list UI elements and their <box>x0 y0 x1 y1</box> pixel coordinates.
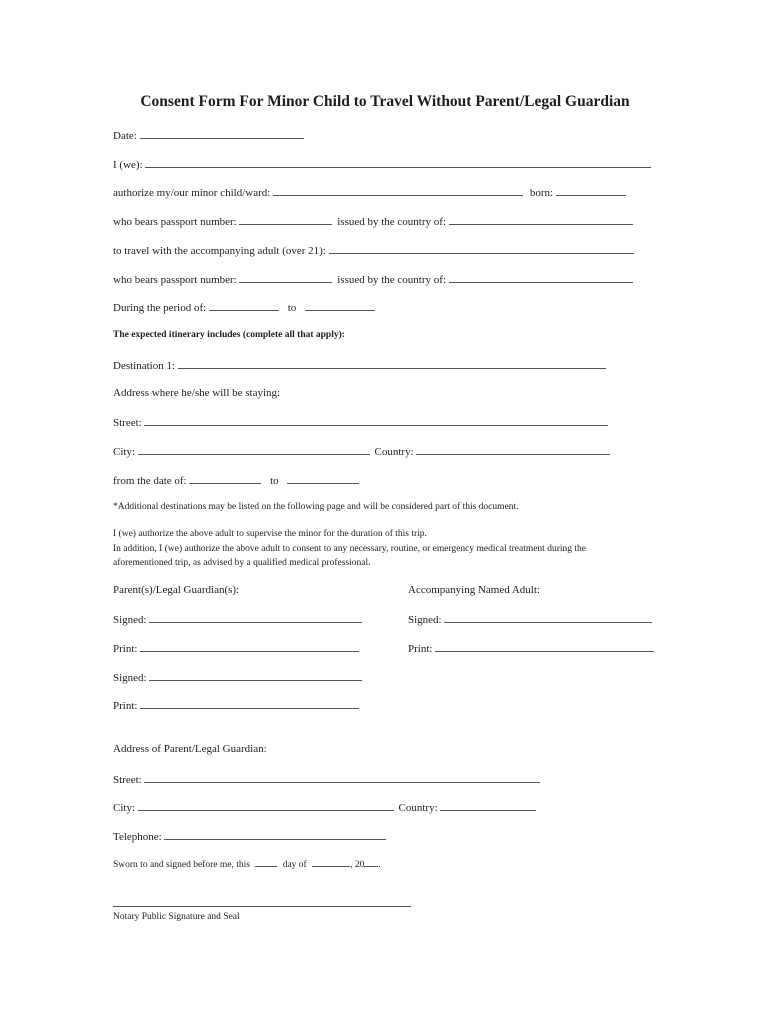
period-end-field[interactable] <box>305 300 375 311</box>
child-row <box>113 185 626 200</box>
parent-city-label: City: <box>113 802 136 814</box>
i-we-field[interactable] <box>145 157 651 168</box>
travel-adult-label: to travel with the accompanying adult (over 21): <box>113 245 326 257</box>
adult-country-field[interactable] <box>449 272 633 283</box>
telephone-field[interactable] <box>164 829 386 840</box>
authorize-child-label: authorize my/our minor child/ward: <box>113 187 271 199</box>
telephone-row <box>113 829 386 844</box>
parent-print-field[interactable] <box>140 641 359 652</box>
passport-label-2: who bears passport number: <box>113 274 237 286</box>
date-field[interactable] <box>140 128 304 139</box>
adult-passport-row <box>113 272 633 287</box>
notary-label: Notary Public Signature and Seal <box>113 912 240 922</box>
authorize-medical-text-cont: aforementioned trip, as advised by a qualified medical professional. <box>113 558 371 568</box>
authorize-medical-text: In addition, I (we) authorize the above adult to consent to any necessary, routine, or emergency medical treatment during the <box>113 544 586 554</box>
adult-signed-label: Signed: <box>408 614 442 626</box>
street-label: Street: <box>113 417 142 429</box>
adult-row <box>113 243 634 258</box>
destination-row <box>113 358 606 373</box>
from-date-field[interactable] <box>189 473 261 484</box>
from-to-label: to <box>270 475 279 487</box>
adult-print-label: Print: <box>408 643 433 655</box>
sworn-day-field[interactable] <box>255 857 277 867</box>
destination-field[interactable] <box>178 358 606 369</box>
parent-signed-row <box>113 612 362 627</box>
born-field[interactable] <box>556 185 626 196</box>
i-we-label: I (we): <box>113 159 143 171</box>
parent-country-field[interactable] <box>440 800 536 811</box>
to-date-field[interactable] <box>287 473 359 484</box>
authorize-supervise-text: I (we) authorize the above adult to supervise the minor for the duration of this trip. <box>113 529 427 539</box>
adult-signed-row <box>408 612 652 627</box>
parent2-signature-field[interactable] <box>149 670 362 681</box>
sworn-text-4: . <box>378 860 381 870</box>
parent-signed-label: Signed: <box>113 614 147 626</box>
from-date-row <box>113 473 359 488</box>
street-row <box>113 415 608 430</box>
i-we-row <box>113 157 651 172</box>
child-passport-field[interactable] <box>239 214 332 225</box>
address-staying-label: Address where he/she will be staying: <box>113 387 281 399</box>
parent-street-label: Street: <box>113 774 142 786</box>
parent-signature-field[interactable] <box>149 612 362 623</box>
issued-label-2: issued by the country of: <box>337 274 446 286</box>
city-field[interactable] <box>138 444 370 455</box>
child-name-field[interactable] <box>273 185 523 196</box>
adult-print-row <box>408 641 654 656</box>
from-date-label: from the date of: <box>113 475 187 487</box>
adult-name-field[interactable] <box>329 243 634 254</box>
parent-country-label: Country: <box>398 802 438 814</box>
adult-print-field[interactable] <box>435 641 654 652</box>
notary-signature-line[interactable] <box>113 906 411 907</box>
child-passport-row <box>113 214 633 229</box>
child-country-field[interactable] <box>449 214 633 225</box>
date-label: Date: <box>113 130 137 142</box>
sworn-text-1: Sworn to and signed before me, this <box>113 860 250 870</box>
telephone-label: Telephone: <box>113 831 162 843</box>
additional-destinations-note: *Additional destinations may be listed on the following page and will be considered part of this document. <box>113 502 519 512</box>
parent-print-row <box>113 641 359 656</box>
sworn-row <box>113 857 381 872</box>
parent2-signed-label: Signed: <box>113 672 147 684</box>
itinerary-heading: The expected itinerary includes (complete all that apply): <box>113 330 345 340</box>
sworn-year-field[interactable] <box>364 857 378 867</box>
issued-label: issued by the country of: <box>337 216 446 228</box>
period-label: During the period of: <box>113 302 207 314</box>
destination-label: Destination 1: <box>113 360 176 372</box>
sworn-text-2: day of <box>282 860 307 870</box>
sworn-month-field[interactable] <box>312 857 350 867</box>
form-title: Consent Form For Minor Child to Travel Without Parent/Legal Guardian <box>140 93 630 110</box>
city-row <box>113 444 610 459</box>
parent-print-label: Print: <box>113 643 138 655</box>
country-field[interactable] <box>416 444 610 455</box>
parent2-print-label: Print: <box>113 700 138 712</box>
period-start-field[interactable] <box>209 300 279 311</box>
adult-heading: Accompanying Named Adult: <box>408 584 540 596</box>
parent-city-row <box>113 800 536 815</box>
date-row <box>113 128 304 143</box>
adult-passport-field[interactable] <box>239 272 332 283</box>
parent2-signed-row <box>113 670 362 685</box>
parents-heading: Parent(s)/Legal Guardian(s): <box>113 584 240 596</box>
country-label: Country: <box>374 446 414 458</box>
adult-signature-field[interactable] <box>444 612 652 623</box>
city-label: City: <box>113 446 136 458</box>
sworn-text-3: , 20 <box>350 860 365 870</box>
parent2-print-field[interactable] <box>140 698 359 709</box>
period-to-label: to <box>287 302 297 314</box>
parent-city-field[interactable] <box>138 800 394 811</box>
passport-label: who bears passport number: <box>113 216 237 228</box>
parent-street-field[interactable] <box>144 772 540 783</box>
parent2-print-row <box>113 698 359 713</box>
parent-street-row <box>113 772 540 787</box>
street-field[interactable] <box>144 415 608 426</box>
born-label: born: <box>529 187 554 199</box>
parent-address-heading: Address of Parent/Legal Guardian: <box>113 743 267 755</box>
period-row <box>113 300 375 315</box>
